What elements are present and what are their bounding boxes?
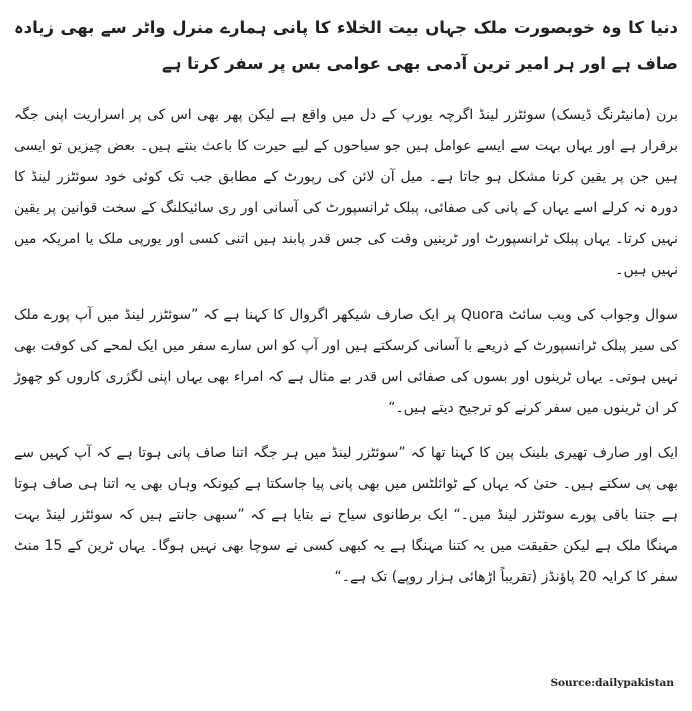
article-paragraph-2: سوال وجواب کی ویب سائٹ Quora پر ایک صارف شیکھر اگروال کا کہنا ہے کہ ”سوئٹزر لینڈ میں آپ پورے ملک کی سیر پبلک ٹرانسپورٹ کے ذریعے با آسانی کرسکتے ہیں اور آپ کو اس سارے سفر میں ایک لمحے کی کوفت بھی نہیں ہوتی۔ یہاں ٹرینوں اور بسوں کی صفائی اس قدر بے مثال ہے کہ امراء بھی یہاں اپنی لگژری کاروں کو چھوڑ کر ان ٹرینوں میں سفر کرنے کو ترجیح دیتے ہیں۔“: [14, 307, 679, 416]
source-credit: Source:dailypakistan: [550, 677, 674, 689]
article-paragraph-3: ایک اور صارف تھیری بلینک پین کا کہنا تھا کہ ”سوئٹزر لینڈ میں ہر جگہ اتنا صاف پانی ہوتا ہے کہ آپ کہیں سے بھی پی سکتے ہیں۔ حتیٰ کہ یہاں کے ٹوائلٹس میں بھی پانی پیا جاسکتا ہے کیونکہ وہاں بھی یہ اتنا ہی صاف ہوتا ہے جتنا باقی پورے سوئٹزر لینڈ میں۔“ ایک برطانوی سیاح نے بتایا ہے کہ ”سبھی جانتے ہیں کہ سوئٹزر لینڈ بہت مہنگا ملک ہے لیکن حقیقت میں یہ کتنا مہنگا ہے یہ کبھی کسی نے سوچا بھی نہیں ہوگا۔ یہاں ٹرین کے 15 منٹ سفر کا کرایہ 20 پاؤنڈز (تقریباً اڑھائی ہزار روپے) تک ہے۔“: [14, 445, 679, 585]
article-paragraph-1: برن (مانیٹرنگ ڈیسک) سوئٹزر لینڈ اگرچہ یورپ کے دل میں واقع ہے لیکن پھر بھی اس کی پر اسراریت اپنی جگہ برقرار ہے اور یہاں بہت سے ایسے عوامل ہیں جو سیاحوں کے لیے حیرت کا باعث بنتے ہیں۔ بعض چیزیں تو ایسی ہیں جن پر یقین کرنا مشکل ہو جاتا ہے۔ میل آن لائن کی رپورٹ کے مطابق جب تک کوئی خود سوئٹزر لینڈ کا دورہ نہ کرلے اسے یہاں کے پانی کی صفائی، پبلک ٹرانسپورٹ کی آسانی اور ری سائیکلنگ کے سخت قوانین پر یقین نہیں کرتا۔ یہاں پبلک ٹرانسپورٹ اور ٹرینیں وقت کی جس قدر پابند ہیں اتنی کسی اور یورپی ملک یا امریکہ میں نہیں ہیں۔: [14, 107, 678, 278]
article: [14, 10, 678, 607]
article-headline: دنیا کا وہ خوبصورت ملک جہاں بیت الخلاء کا پانی ہمارے منرل واٹر سے بھی زیادہ صاف ہے اور ہر امیر ترین آدمی بھی عوامی بس پر سفر کرتا ہے: [14, 18, 678, 73]
